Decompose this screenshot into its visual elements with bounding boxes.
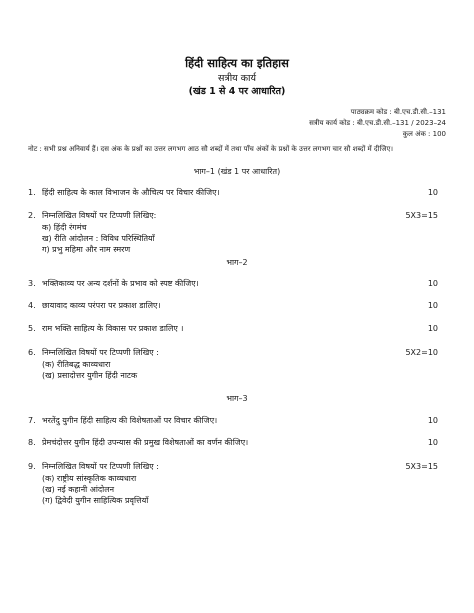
sub-question: ख) रीति आंदोलन : विविध परिस्थितियाँ bbox=[42, 234, 155, 243]
question-marks: 10 bbox=[427, 416, 438, 425]
sub-question: क) हिंदी रंगमंच bbox=[42, 223, 87, 232]
assignment-code: सत्रीय कार्य कोड : बी.एच.डी.सी.–131 / 2023–24 bbox=[309, 119, 446, 127]
question-marks: 10 bbox=[427, 438, 438, 447]
question-text: हिंदी साहित्य के काल विभाजन के औचित्य पर विचार कीजिए। bbox=[42, 188, 220, 197]
section-heading: भाग–3 bbox=[226, 394, 248, 403]
question-marks: 5X2=10 bbox=[405, 348, 438, 357]
question-marks: 5X3=15 bbox=[405, 211, 438, 220]
question-number: 8. bbox=[28, 438, 36, 447]
instructions-note: नोट : सभी प्रश्न अनिवार्य हैं। दस अंक के प्रश्नों का उत्तर लगभग आठ सौ शब्दों में तथा पाँच अंकों के प्रश्नों के उत्तर लगभग चार सौ शब्दों में दीजिए। bbox=[28, 145, 393, 153]
question-marks: 10 bbox=[427, 324, 438, 333]
question-text: छायावाद काव्य परंपरा पर प्रकाश डालिए। bbox=[42, 301, 161, 310]
question-number: 6. bbox=[28, 348, 36, 357]
question-marks: 10 bbox=[427, 188, 438, 197]
section-heading: भाग–1 (खंड 1 पर आधारित) bbox=[193, 167, 281, 176]
question-number: 3. bbox=[28, 279, 36, 288]
question-text: निम्नलिखित विषयों पर टिप्पणी लिखिए: bbox=[42, 211, 157, 220]
question-marks: 5X3=15 bbox=[405, 462, 438, 471]
question-number: 7. bbox=[28, 416, 36, 425]
question-text: प्रेमचंदोत्तर युगीन हिंदी उपन्यास की प्रमुख विशेषताओं का वर्णन कीजिए। bbox=[42, 438, 249, 447]
question-text: राम भक्ति साहित्य के विकास पर प्रकाश डालिए । bbox=[42, 324, 184, 333]
sub-question: (ख) नई कहानी आंदोलन bbox=[42, 485, 115, 494]
question-marks: 10 bbox=[427, 279, 438, 288]
document-subtitle: सत्रीय कार्य bbox=[218, 73, 256, 84]
question-number: 2. bbox=[28, 211, 36, 220]
sub-question: (क) रीतिबद्ध काव्यधारा bbox=[42, 360, 111, 369]
question-text: निम्नलिखित विषयों पर टिप्पणी लिखिए : bbox=[42, 348, 159, 357]
sub-question: (ख) प्रसादोत्तर युगीन हिंदी नाटक bbox=[42, 371, 138, 380]
document-basis: (खंड 1 से 4 पर आधारित) bbox=[188, 86, 286, 97]
question-number: 9. bbox=[28, 462, 36, 471]
question-text: निम्नलिखित विषयों पर टिप्पणी लिखिए : bbox=[42, 462, 159, 471]
question-number: 4. bbox=[28, 301, 36, 310]
document-title: हिंदी साहित्य का इतिहास bbox=[185, 56, 289, 70]
question-number: 1. bbox=[28, 188, 36, 197]
total-marks: कुल अंक : 100 bbox=[402, 130, 446, 138]
question-text: भक्तिकाव्य पर अन्य दर्शनों के प्रभाव को स्पष्ट कीजिए। bbox=[42, 279, 199, 288]
sub-question: (क) राष्ट्रीय सांस्कृतिक काव्यधारा bbox=[42, 474, 137, 483]
course-code: पाठ्यक्रम कोड : बी.एच.डी.सी.–131 bbox=[350, 108, 446, 116]
section-heading: भाग–2 bbox=[226, 258, 248, 267]
sub-question: (ग) द्विवेदी युगीन साहित्यिक प्रवृत्तियाँ bbox=[42, 496, 149, 505]
sub-question: ग) प्रभु महिमा और नाम स्मरण bbox=[42, 245, 131, 254]
question-number: 5. bbox=[28, 324, 36, 333]
question-text: भरतेंदु युगीन हिंदी साहित्य की विशेषताओं पर विचार कीजिए। bbox=[42, 416, 218, 425]
question-marks: 10 bbox=[427, 301, 438, 310]
